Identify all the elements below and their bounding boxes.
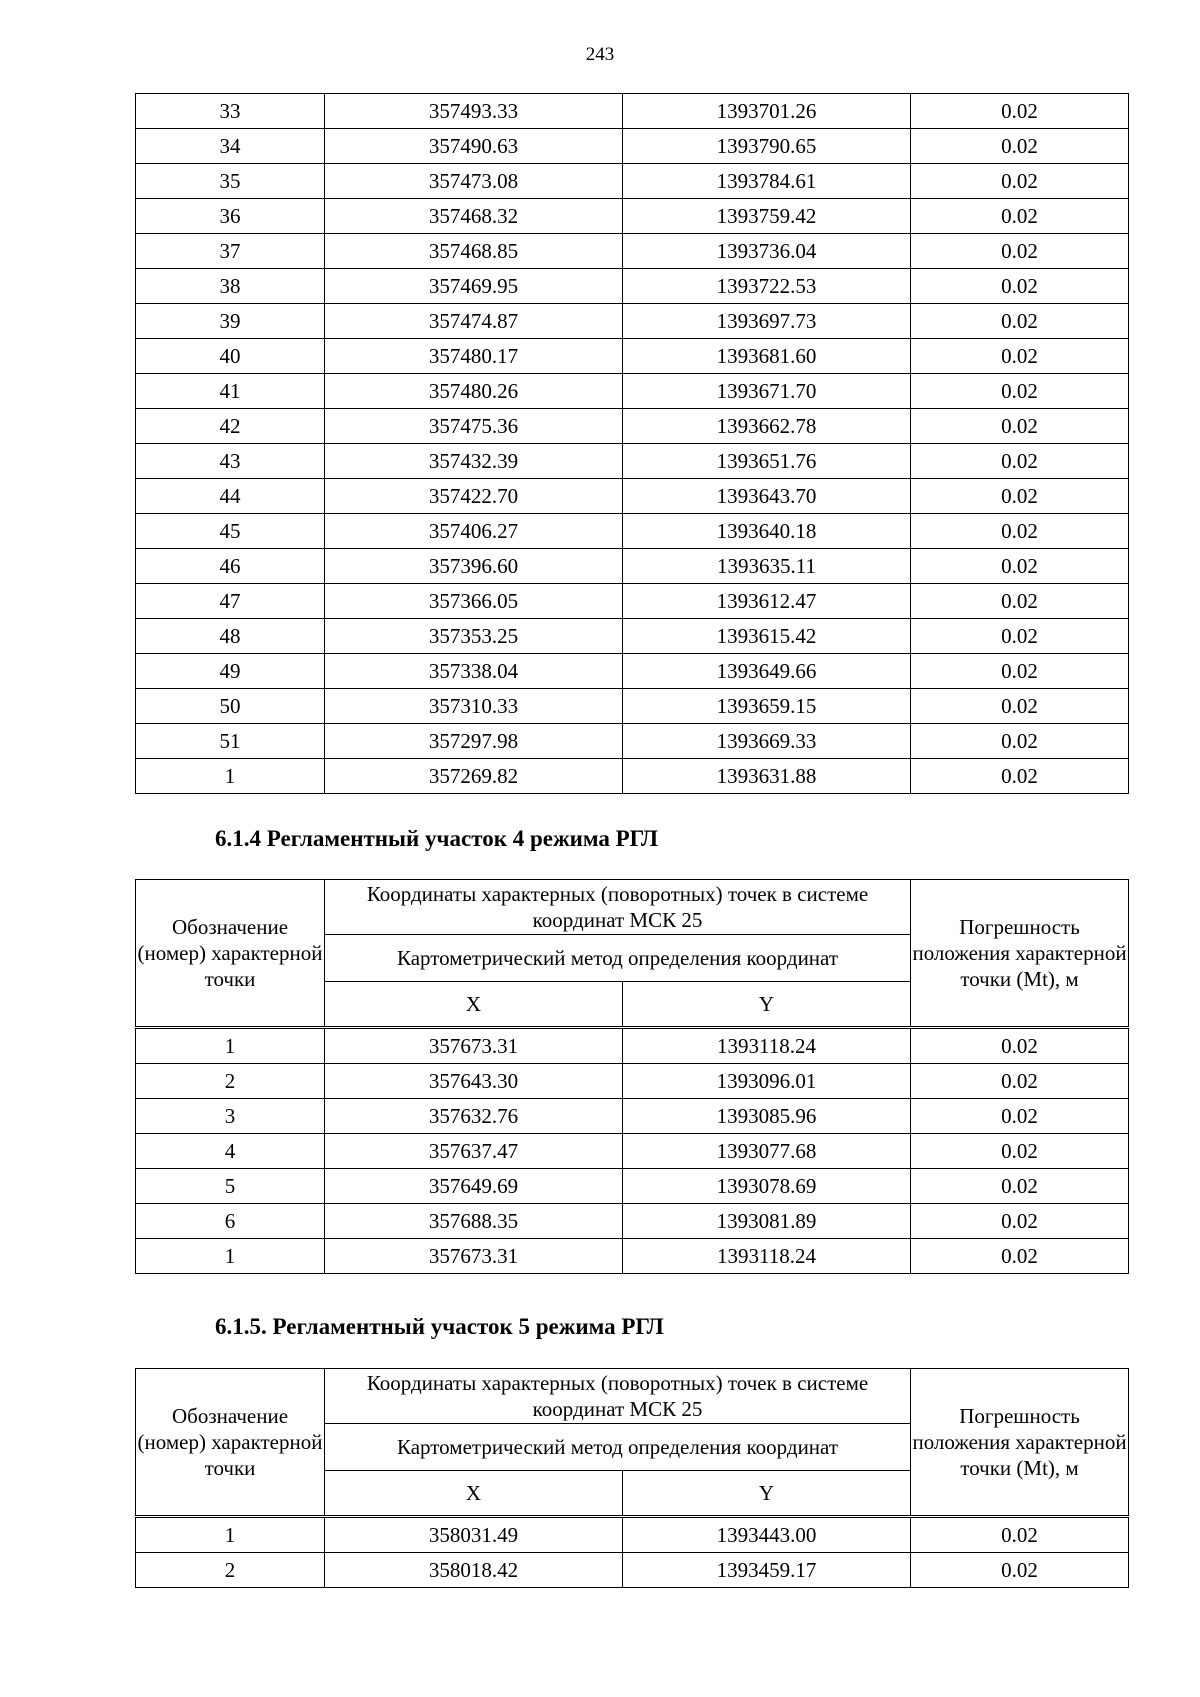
point-number-cell: 51 [136,724,325,759]
y-coordinate-cell: 1393759.42 [623,199,911,234]
method-header: Картометрический метод определения координат [325,1424,911,1471]
error-cell: 0.02 [911,129,1129,164]
point-number-cell: 39 [136,304,325,339]
point-number-cell: 36 [136,199,325,234]
table-row [136,654,1129,689]
y-coordinate-cell: 1393643.70 [623,479,911,514]
error-cell: 0.02 [911,199,1129,234]
error-cell: 0.02 [911,759,1129,794]
x-coordinate-cell: 357366.05 [325,584,623,619]
page-number: 243 [585,44,615,65]
point-number-cell: 48 [136,619,325,654]
y-header: Y [623,1471,911,1517]
error-cell: 0.02 [911,549,1129,584]
y-coordinate-cell: 1393662.78 [623,409,911,444]
error-cell: 0.02 [911,654,1129,689]
table-row [136,1064,1129,1099]
x-coordinate-cell: 357637.47 [325,1134,623,1169]
error-cell: 0.02 [911,514,1129,549]
y-coordinate-cell: 1393078.69 [623,1169,911,1204]
x-coordinate-cell: 357493.33 [325,94,623,129]
table-row [136,1517,1129,1553]
coordinates-table-section-4 [135,879,1129,1274]
y-coordinate-cell: 1393077.68 [623,1134,911,1169]
point-number-cell: 34 [136,129,325,164]
y-coordinate-cell: 1393118.24 [623,1028,911,1064]
x-coordinate-cell: 357406.27 [325,514,623,549]
y-coordinate-cell: 1393659.15 [623,689,911,724]
x-coordinate-cell: 357480.17 [325,339,623,374]
error-cell: 0.02 [911,94,1129,129]
x-coordinate-cell: 357643.30 [325,1064,623,1099]
x-coordinate-cell: 357688.35 [325,1204,623,1239]
table-row [136,94,1129,129]
x-coordinate-cell: 357474.87 [325,304,623,339]
x-coordinate-cell: 358031.49 [325,1517,623,1553]
point-number-cell: 2 [136,1064,325,1099]
y-coordinate-cell: 1393681.60 [623,339,911,374]
point-number-cell: 50 [136,689,325,724]
table-row [136,1239,1129,1274]
x-coordinate-cell: 357432.39 [325,444,623,479]
y-coordinate-cell: 1393459.17 [623,1553,911,1588]
x-coordinate-cell: 357473.08 [325,164,623,199]
y-coordinate-cell: 1393784.61 [623,164,911,199]
table-row [136,444,1129,479]
table-row [136,1169,1129,1204]
point-number-cell: 1 [136,759,325,794]
y-coordinate-cell: 1393736.04 [623,234,911,269]
coordinates-system-header: Координаты характерных (поворотных) точек в системе координат МСК 25 [325,1369,911,1424]
table-body [136,94,1129,794]
x-coordinate-cell: 357673.31 [325,1028,623,1064]
y-coordinate-cell: 1393722.53 [623,269,911,304]
error-cell: 0.02 [911,1517,1129,1553]
table-row [136,409,1129,444]
table-row [136,549,1129,584]
y-coordinate-cell: 1393790.65 [623,129,911,164]
x-coordinate-cell: 357469.95 [325,269,623,304]
table-row [136,129,1129,164]
error-cell: 0.02 [911,1239,1129,1274]
coordinates-system-header: Координаты характерных (поворотных) точек в системе координат МСК 25 [325,880,911,935]
point-number-cell: 1 [136,1239,325,1274]
x-coordinate-cell: 357422.70 [325,479,623,514]
error-cell: 0.02 [911,724,1129,759]
section-title-4: 6.1.4 Регламентный участок 4 режима РГЛ [215,826,658,851]
coordinates-table-continued [135,93,1129,794]
y-coordinate-cell: 1393669.33 [623,724,911,759]
point-number-cell: 49 [136,654,325,689]
table-row [136,234,1129,269]
point-number-header: Обозначение (номер) характерной точки [136,880,325,1028]
table-row [136,1134,1129,1169]
table-row [136,619,1129,654]
x-header: X [325,1471,623,1517]
error-header: Погрешность положения характерной точки (Mt), м [911,880,1129,1028]
y-coordinate-cell: 1393649.66 [623,654,911,689]
table-row [136,199,1129,234]
table-row [136,164,1129,199]
error-cell: 0.02 [911,164,1129,199]
section-title-5: 6.1.5. Регламентный участок 5 режима РГЛ [215,1314,664,1339]
error-cell: 0.02 [911,234,1129,269]
point-number-cell: 44 [136,479,325,514]
x-coordinate-cell: 357297.98 [325,724,623,759]
x-coordinate-cell: 357673.31 [325,1239,623,1274]
y-coordinate-cell: 1393443.00 [623,1517,911,1553]
point-number-cell: 3 [136,1099,325,1134]
table-row [136,724,1129,759]
table-row [136,304,1129,339]
error-cell: 0.02 [911,1099,1129,1134]
table-body [136,1028,1129,1274]
point-number-cell: 41 [136,374,325,409]
table-row [136,1099,1129,1134]
point-number-cell: 47 [136,584,325,619]
point-number-cell: 42 [136,409,325,444]
y-coordinate-cell: 1393081.89 [623,1204,911,1239]
y-coordinate-cell: 1393671.70 [623,374,911,409]
point-number-cell: 1 [136,1517,325,1553]
y-coordinate-cell: 1393615.42 [623,619,911,654]
table-row [136,1553,1129,1588]
point-number-cell: 5 [136,1169,325,1204]
x-coordinate-cell: 357468.85 [325,234,623,269]
error-cell: 0.02 [911,689,1129,724]
x-coordinate-cell: 357353.25 [325,619,623,654]
error-cell: 0.02 [911,269,1129,304]
x-coordinate-cell: 357338.04 [325,654,623,689]
error-cell: 0.02 [911,1204,1129,1239]
point-number-cell: 38 [136,269,325,304]
error-cell: 0.02 [911,1553,1129,1588]
table-row [136,1204,1129,1239]
point-number-cell: 33 [136,94,325,129]
x-coordinate-cell: 357468.32 [325,199,623,234]
error-cell: 0.02 [911,584,1129,619]
y-coordinate-cell: 1393631.88 [623,759,911,794]
x-coordinate-cell: 357310.33 [325,689,623,724]
error-header: Погрешность положения характерной точки (Mt), м [911,1369,1129,1517]
table-body [136,1517,1129,1588]
table-row [136,269,1129,304]
error-cell: 0.02 [911,374,1129,409]
y-coordinate-cell: 1393096.01 [623,1064,911,1099]
table-row [136,1028,1129,1064]
point-number-cell: 35 [136,164,325,199]
y-coordinate-cell: 1393651.76 [623,444,911,479]
point-number-cell: 1 [136,1028,325,1064]
table-row [136,339,1129,374]
table-row [136,514,1129,549]
table-row [136,759,1129,794]
error-cell: 0.02 [911,479,1129,514]
point-number-cell: 2 [136,1553,325,1588]
point-number-cell: 43 [136,444,325,479]
y-coordinate-cell: 1393085.96 [623,1099,911,1134]
error-cell: 0.02 [911,1169,1129,1204]
point-number-cell: 6 [136,1204,325,1239]
method-header: Картометрический метод определения координат [325,935,911,982]
error-cell: 0.02 [911,409,1129,444]
point-number-cell: 37 [136,234,325,269]
y-coordinate-cell: 1393640.18 [623,514,911,549]
point-number-cell: 40 [136,339,325,374]
x-coordinate-cell: 357269.82 [325,759,623,794]
x-coordinate-cell: 358018.42 [325,1553,623,1588]
table-row [136,479,1129,514]
y-coordinate-cell: 1393701.26 [623,94,911,129]
x-coordinate-cell: 357475.36 [325,409,623,444]
y-coordinate-cell: 1393612.47 [623,584,911,619]
x-header: X [325,982,623,1028]
point-number-cell: 4 [136,1134,325,1169]
point-number-header: Обозначение (номер) характерной точки [136,1369,325,1517]
error-cell: 0.02 [911,339,1129,374]
y-coordinate-cell: 1393635.11 [623,549,911,584]
y-header: Y [623,982,911,1028]
error-cell: 0.02 [911,1134,1129,1169]
point-number-cell: 45 [136,514,325,549]
error-cell: 0.02 [911,1028,1129,1064]
x-coordinate-cell: 357632.76 [325,1099,623,1134]
y-coordinate-cell: 1393697.73 [623,304,911,339]
error-cell: 0.02 [911,444,1129,479]
coordinates-table-section-5 [135,1368,1129,1588]
y-coordinate-cell: 1393118.24 [623,1239,911,1274]
x-coordinate-cell: 357649.69 [325,1169,623,1204]
x-coordinate-cell: 357480.26 [325,374,623,409]
x-coordinate-cell: 357396.60 [325,549,623,584]
point-number-cell: 46 [136,549,325,584]
table-row [136,689,1129,724]
table-row [136,374,1129,409]
table-row [136,584,1129,619]
error-cell: 0.02 [911,619,1129,654]
x-coordinate-cell: 357490.63 [325,129,623,164]
error-cell: 0.02 [911,304,1129,339]
error-cell: 0.02 [911,1064,1129,1099]
